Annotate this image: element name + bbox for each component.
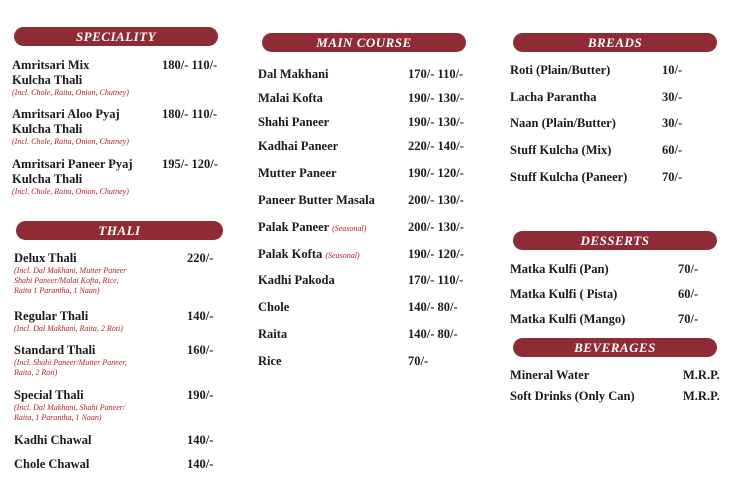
thali-item-price: 160/- (187, 343, 214, 357)
desserts-item-name: Matka Kulfi (Mango) (510, 312, 626, 326)
seasonal-tag: (Seasonal) (325, 251, 360, 260)
thali-item-price: 220/- (187, 251, 214, 265)
beverages-banner: BEVERAGES (513, 338, 717, 357)
main-course-item-label: Palak Kofta (258, 247, 323, 261)
main-course-item-price: 170/- 110/- (408, 67, 464, 81)
desserts-item-price: 70/- (678, 262, 699, 276)
speciality-item-price: 180/- 110/- (162, 107, 218, 121)
beverages-item-price: M.R.P. (683, 368, 720, 382)
main-course-item-price: 70/- (408, 354, 429, 368)
main-course-item-name: Kadhi Pakoda (258, 273, 335, 287)
main-course-item-price: 220/- 140/- (408, 139, 464, 153)
desserts-item-price: 70/- (678, 312, 699, 326)
beverages-item-name: Soft Drinks (Only Can) (510, 389, 635, 403)
thali-item-note: Raita, 2 Roti) (14, 368, 58, 377)
speciality-item-note: (Incl. Chole, Raita, Onion, Chutney) (12, 187, 129, 196)
speciality-item-name-line2: Kulcha Thali (12, 73, 83, 87)
thali-item-note: Raita, 1 Parantha, 1 Naan) (14, 413, 102, 422)
speciality-item-note: (Incl. Chole, Raita, Onion, Chutney) (12, 88, 129, 97)
thali-item-price: 190/- (187, 388, 214, 402)
thali-item-note: (Incl. Dal Makhani, Raita, 2 Roti) (14, 324, 123, 333)
thali-item-price: 140/- (187, 433, 214, 447)
main-course-item-name (258, 247, 360, 263)
main-course-item-label: Palak Paneer (258, 220, 329, 234)
breads-item-price: 70/- (662, 170, 683, 184)
speciality-item-price: 180/- 110/- (162, 58, 218, 72)
main-course-item-price: 170/- 110/- (408, 273, 464, 287)
thali-item-name: Chole Chawal (14, 457, 90, 471)
speciality-item-name-line2: Kulcha Thali (12, 122, 83, 136)
thali-item-name: Standard Thali (14, 343, 96, 357)
seasonal-tag: (Seasonal) (332, 224, 367, 233)
thali-item-name: Special Thali (14, 388, 84, 402)
desserts-item-name: Matka Kulfi (Pan) (510, 262, 609, 276)
main-course-item-name: Shahi Paneer (258, 115, 330, 129)
main-course-item-name: Dal Makhani (258, 67, 329, 81)
thali-item-note: (Incl. Shahi Paneer/Mutter Paneer, (14, 358, 127, 367)
thali-item-note: Shahi Paneer/Malai Kofta, Rice, (14, 276, 119, 285)
breads-item-name: Stuff Kulcha (Paneer) (510, 170, 628, 184)
breads-item-name: Stuff Kulcha (Mix) (510, 143, 612, 157)
beverages-item-name: Mineral Water (510, 368, 590, 382)
speciality-item-name: Amritsari Mix (12, 58, 90, 72)
main-course-item-price: 190/- 130/- (408, 115, 464, 129)
main-course-item-name: Rice (258, 354, 282, 368)
main-course-item-price: 140/- 80/- (408, 327, 458, 341)
desserts-item-name: Matka Kulfi ( Pista) (510, 287, 618, 301)
main-course-item-price: 190/- 120/- (408, 247, 464, 261)
speciality-item-name: Amritsari Paneer Pyaj (12, 157, 133, 171)
thali-item-note: (Incl. Dal Makhani, Shahi Paneer/ (14, 403, 126, 412)
thali-item-note: Raita 1 Parantha, 1 Naan) (14, 286, 100, 295)
desserts-banner: DESSERTS (513, 231, 717, 250)
thali-banner: THALI (16, 221, 223, 240)
breads-item-name: Naan (Plain/Butter) (510, 116, 616, 130)
main-course-item-name: Malai Kofta (258, 91, 323, 105)
breads-item-name: Lacha Parantha (510, 90, 597, 104)
main-course-item-price: 190/- 130/- (408, 91, 464, 105)
beverages-item-price: M.R.P. (683, 389, 720, 403)
speciality-item-price: 195/- 120/- (162, 157, 218, 171)
breads-item-price: 30/- (662, 116, 683, 130)
thali-item-name: Delux Thali (14, 251, 77, 265)
main-course-item-name: Kadhai Paneer (258, 139, 339, 153)
main-course-item-name (258, 220, 366, 236)
main-course-item-price: 200/- 130/- (408, 193, 464, 207)
thali-item-price: 140/- (187, 457, 214, 471)
main-course-item-name: Raita (258, 327, 288, 341)
main-course-item-price: 190/- 120/- (408, 166, 464, 180)
thali-item-note: (Incl. Dal Makhani, Mutter Paneer (14, 266, 127, 275)
main-course-item-price: 200/- 130/- (408, 220, 464, 234)
breads-banner: BREADS (513, 33, 717, 52)
main-course-item-name: Mutter Paneer (258, 166, 337, 180)
thali-item-price: 140/- (187, 309, 214, 323)
thali-item-name: Kadhi Chawal (14, 433, 92, 447)
main-course-item-name: Paneer Butter Masala (258, 193, 375, 207)
speciality-item-note: (Incl. Chole, Raita, Onion, Chutney) (12, 137, 129, 146)
speciality-item-name: Amritsari Aloo Pyaj (12, 107, 120, 121)
breads-item-name: Roti (Plain/Butter) (510, 63, 611, 77)
main-course-item-price: 140/- 80/- (408, 300, 458, 314)
breads-item-price: 60/- (662, 143, 683, 157)
thali-item-name: Regular Thali (14, 309, 89, 323)
breads-item-price: 30/- (662, 90, 683, 104)
main-course-item-name: Chole (258, 300, 290, 314)
speciality-banner: SPECIALITY (14, 27, 218, 46)
breads-item-price: 10/- (662, 63, 683, 77)
desserts-item-price: 60/- (678, 287, 699, 301)
main-course-banner: MAIN COURSE (262, 33, 466, 52)
speciality-item-name-line2: Kulcha Thali (12, 172, 83, 186)
